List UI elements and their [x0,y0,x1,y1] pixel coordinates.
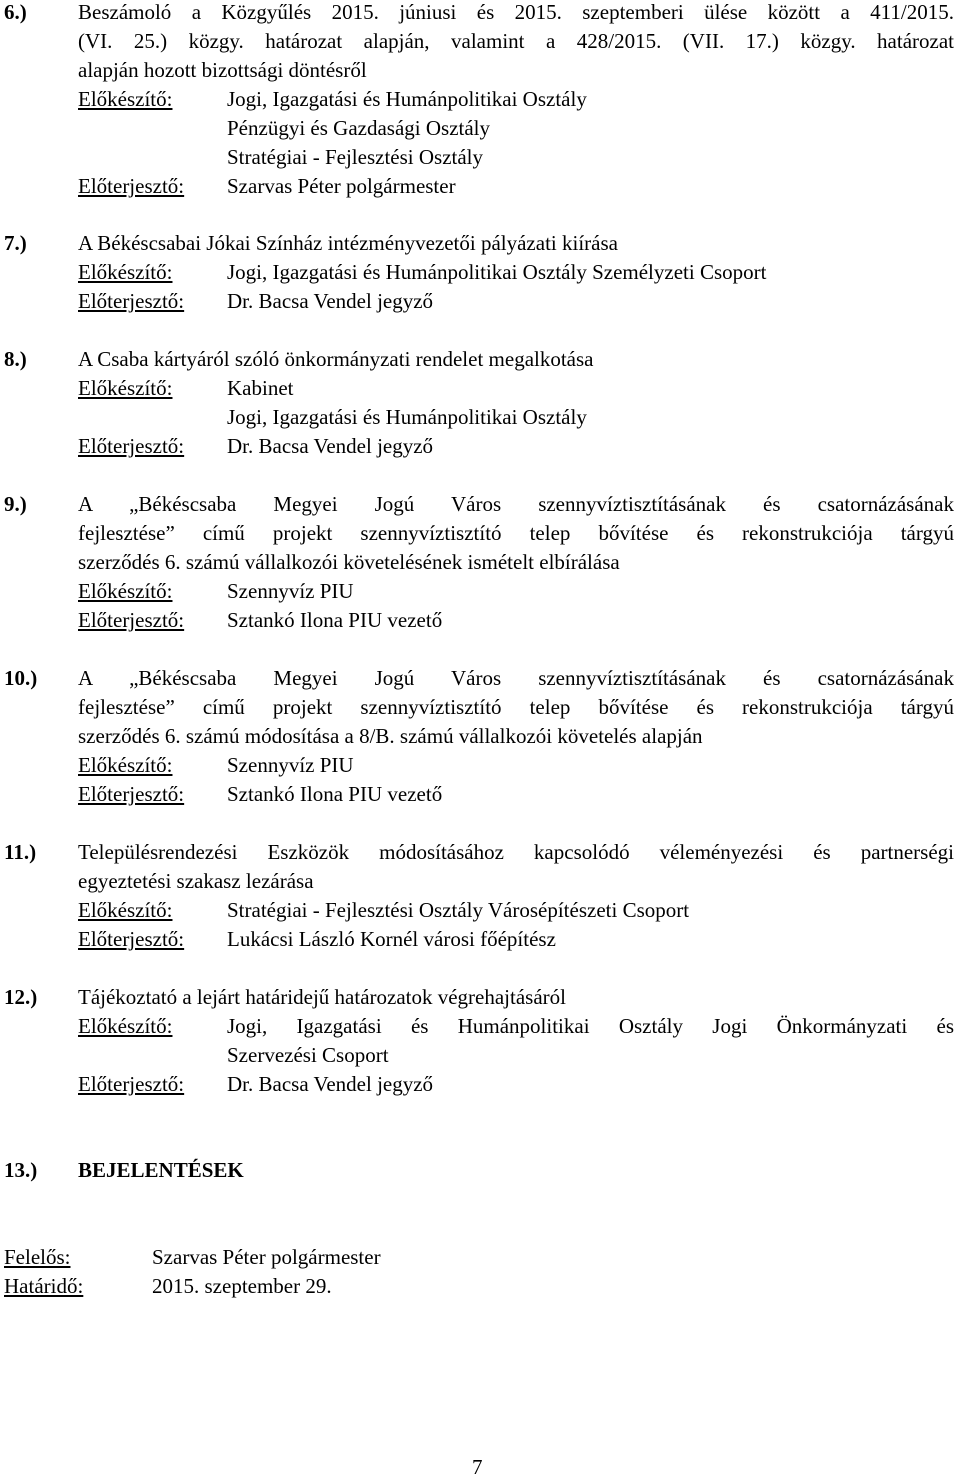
responsible-value: Szarvas Péter polgármester [152,1245,381,1269]
preparer-value: Kabinet [227,376,294,400]
preparer-value: Stratégiai - Fejlesztési Osztály Városépítészeti Csoport [227,898,690,922]
item-title-line: A Csaba kártyáról szóló önkormányzati rendelet megalkotása [78,347,594,371]
presenter-value: Sztankó Ilona PIU vezető [227,608,443,632]
preparer-label: Előkészítő: [78,579,173,603]
presenter-label: Előterjesztő: [78,1072,185,1096]
item-title-line: Tájékoztató a lejárt határidejű határozatok végrehajtásáról [78,985,566,1009]
preparer-label: Előkészítő: [78,87,173,111]
preparer-value: Jogi, Igazgatási és Humánpolitikai Osztály [227,87,587,111]
preparer-label: Előkészítő: [78,1014,173,1038]
item-title-line: egyeztetési szakasz lezárása [78,869,314,893]
item-title-line: Beszámoló a Közgyűlés 2015. júniusi és 2015. szeptemberi ülése között a 411/2015. [78,0,954,24]
responsible-label: Felelős: [4,1245,71,1269]
preparer-label: Előkészítő: [78,260,173,284]
item-title-line: szerződés 6. számú módosítása a 8/B. számú vállalkozói követelés alapján [78,724,703,748]
presenter-value: Dr. Bacsa Vendel jegyző [227,289,434,313]
item-title-line: A Békéscsabai Jókai Színház intézményvezetői pályázati kiírása [78,231,618,255]
deadline-label: Határidő: [4,1274,84,1298]
page-number: 7 [472,1455,483,1479]
preparer-value: Szennyvíz PIU [227,753,354,777]
preparer-label: Előkészítő: [78,898,173,922]
presenter-value: Lukácsi László Kornél városi főépítész [227,927,556,951]
preparer-value: Jogi, Igazgatási és Humánpolitikai Osztály Jogi Önkormányzati és [227,1014,954,1038]
presenter-value: Dr. Bacsa Vendel jegyző [227,1072,434,1096]
preparer-value: Jogi, Igazgatási és Humánpolitikai Osztály Személyzeti Csoport [227,260,767,284]
item-number: 13.) [4,1158,38,1182]
item-number: 8.) [4,347,27,371]
preparer-value: Pénzügyi és Gazdasági Osztály [227,116,491,140]
presenter-label: Előterjesztő: [78,174,185,198]
item-title-line: alapján hozott bizottsági döntésről [78,58,367,82]
preparer-value: Stratégiai - Fejlesztési Osztály [227,145,484,169]
item-number: 11.) [4,840,37,864]
item-title-line: A „Békéscsaba Megyei Jogú Város szennyvíztisztításának és csatornázásának [78,492,954,516]
item-title-line: fejlesztése” című projekt szennyvíztisztító telep bővítése és rekonstrukciója tárgyú [78,521,954,545]
presenter-value: Dr. Bacsa Vendel jegyző [227,434,434,458]
presenter-label: Előterjesztő: [78,927,185,951]
item-title-line: fejlesztése” című projekt szennyvíztisztító telep bővítése és rekonstrukciója tárgyú [78,695,954,719]
item-number: 10.) [4,666,38,690]
item-title-line: (VI. 25.) közgy. határozat alapján, valamint a 428/2015. (VII. 17.) közgy. határozat [78,29,954,53]
item-title-line: BEJELENTÉSEK [78,1158,244,1182]
presenter-label: Előterjesztő: [78,782,185,806]
preparer-value: Jogi, Igazgatási és Humánpolitikai Osztály [227,405,587,429]
preparer-value: Szennyvíz PIU [227,579,354,603]
presenter-label: Előterjesztő: [78,434,185,458]
presenter-value: Sztankó Ilona PIU vezető [227,782,443,806]
presenter-label: Előterjesztő: [78,608,185,632]
item-title-line: szerződés 6. számú vállalkozói követelésének ismételt elbírálása [78,550,620,574]
item-number: 9.) [4,492,27,516]
item-number: 6.) [4,0,27,24]
item-title-line: Településrendezési Eszközök módosításához kapcsolódó véleményezési és partnerségi [78,840,954,864]
preparer-label: Előkészítő: [78,376,173,400]
presenter-value: Szarvas Péter polgármester [227,174,456,198]
item-number: 7.) [4,231,27,255]
presenter-label: Előterjesztő: [78,289,185,313]
item-number: 12.) [4,985,38,1009]
item-title-line: A „Békéscsaba Megyei Jogú Város szennyvíztisztításának és csatornázásának [78,666,954,690]
preparer-label: Előkészítő: [78,753,173,777]
deadline-value: 2015. szeptember 29. [152,1274,332,1298]
preparer-value: Szervezési Csoport [227,1043,389,1067]
